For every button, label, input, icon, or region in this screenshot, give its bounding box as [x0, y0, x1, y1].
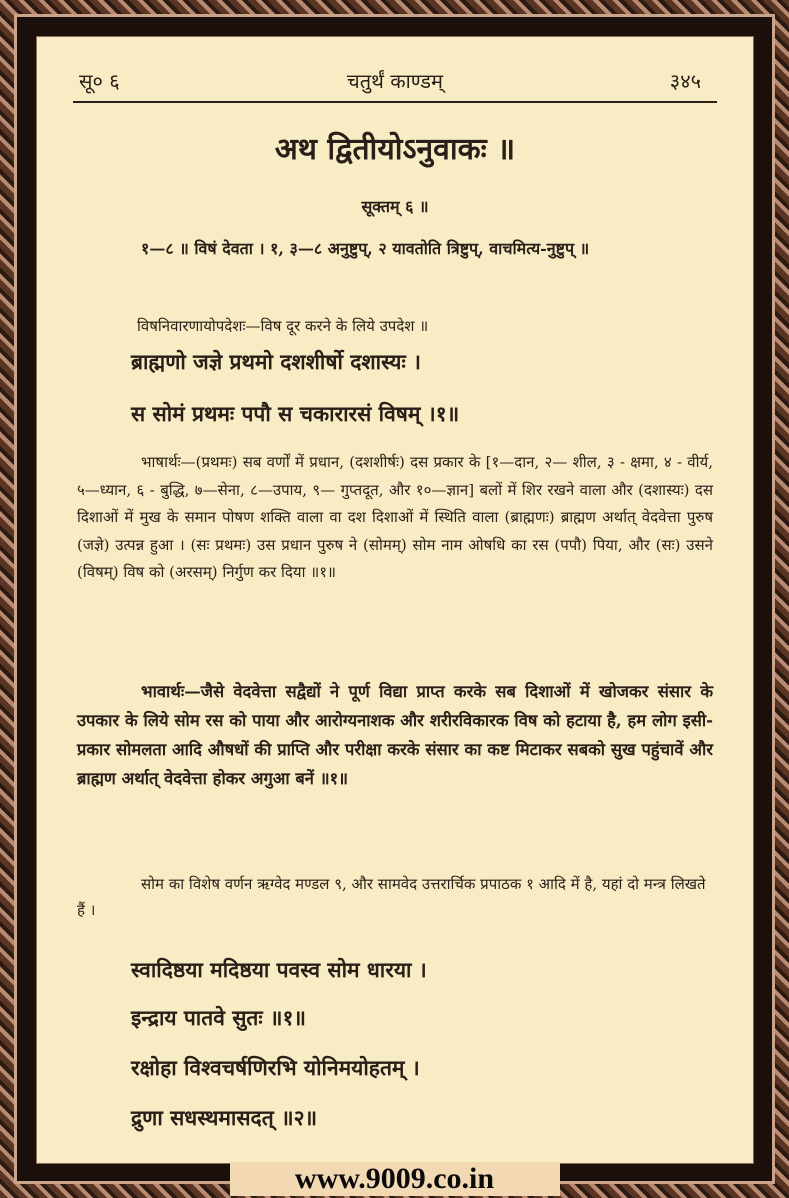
header-rule: [73, 101, 717, 103]
mantra-2-line-4: द्रुणा सधस्थमासदत् ॥२॥: [131, 1105, 318, 1130]
page-header: [37, 67, 753, 97]
mantra-2-line-3: रक्षोहा विश्वचर्षणिरभि योनिमयोहतम् ।: [131, 1055, 420, 1080]
page-number: ३४५: [669, 69, 701, 93]
mantra-1-line-2: स सोमं प्रथमः पपौ स चकारारसं विषम् ।१॥: [131, 401, 460, 426]
chapter-title: चतुर्थं काण्डम्: [347, 69, 443, 93]
mantra-2-line-2: इन्द्राय पातवे सुतः ॥१॥: [131, 1005, 307, 1030]
sukta-heading: सूक्तम् ६ ॥: [361, 197, 429, 216]
reference-note: सोम का विशेष वर्णन ऋग्वेद मण्डल ९, और सामवेद उत्तरार्चिक प्रपाठक १ आदि में है, यहां दो मन्त्र लिखते हैं ।: [77, 875, 706, 919]
book-page: [36, 36, 754, 1164]
bhavartha-paragraph: भावार्थः—जैसे वेदवेत्ता सद्वैद्यों ने पूर्ण विद्या प्राप्त करके सब दिशाओं में खोजकर संसार के उपकार के लिये सोम रस को पाया और आरोग्यनाशक और शरीरविकारक विष को हटाया है, हम लोग इसी-प्रकार सोमलता आदि औषधों की प्राप्ति और परीक्षा करके संसार का कष्ट मिटाकर सबको सुख पहुंचावें और ब्राह्मण अर्थात् वेदवेत्ता होकर अगुआ बनें ॥१॥: [77, 682, 713, 788]
mantra-1-line-1: ब्राह्मणो जज्ञे प्रथमो दशशीर्षो दशास्यः ।: [131, 349, 421, 374]
upadesh-line: विषनिवारणायोपदेशः—विष दूर करने के लिये उपदेश ॥: [137, 317, 429, 335]
sukta-meta: १—८ ॥ विषं देवता । १, ३—८ अनुष्टुप्, २ यावतोति त्रिष्टुप्, वाचमित्य-नुष्टुप् ॥: [141, 239, 590, 258]
sukta-number: सू० ६: [79, 69, 120, 93]
bhashartha-paragraph: भाषार्थः—(प्रथमः) सब वर्णों में प्रधान, (दशशीर्षः) दस प्रकार के [१—दान, २— शील, ३ - क्षमा, ४ - वीर्य, ५—ध्यान, ६ - बुद्धि, ७—सेना, ८—उपाय, ९— गुप्तदूत, और १०—ज्ञान] बलों में शिर रखने वाला और (दशास्यः) दस दिशाओं में मुख के समान पोषण शक्ति वाला वा दश दिशाओं में स्थिति वाला (ब्राह्मणः) ब्राह्मण अर्थात् वेदवेत्ता पुरुष (जज्ञे) उत्पन्न हुआ । (सः प्रथमः) उस प्रधान पुरुष ने (सोमम्) सोम नाम ओषधि का रस (पपौ) पिया, और (सः) उसने (विषम्) विष को (अरसम्) निर्गुण कर दिया ॥१॥: [77, 453, 713, 581]
website-watermark: www.9009.co.in: [230, 1162, 560, 1196]
section-title: अथ द्वितीयोऽनुवाकः ॥: [274, 132, 516, 167]
mantra-2-line-1: स्वादिष्ठया मदिष्ठया पवस्व सोम धारया ।: [131, 957, 427, 982]
